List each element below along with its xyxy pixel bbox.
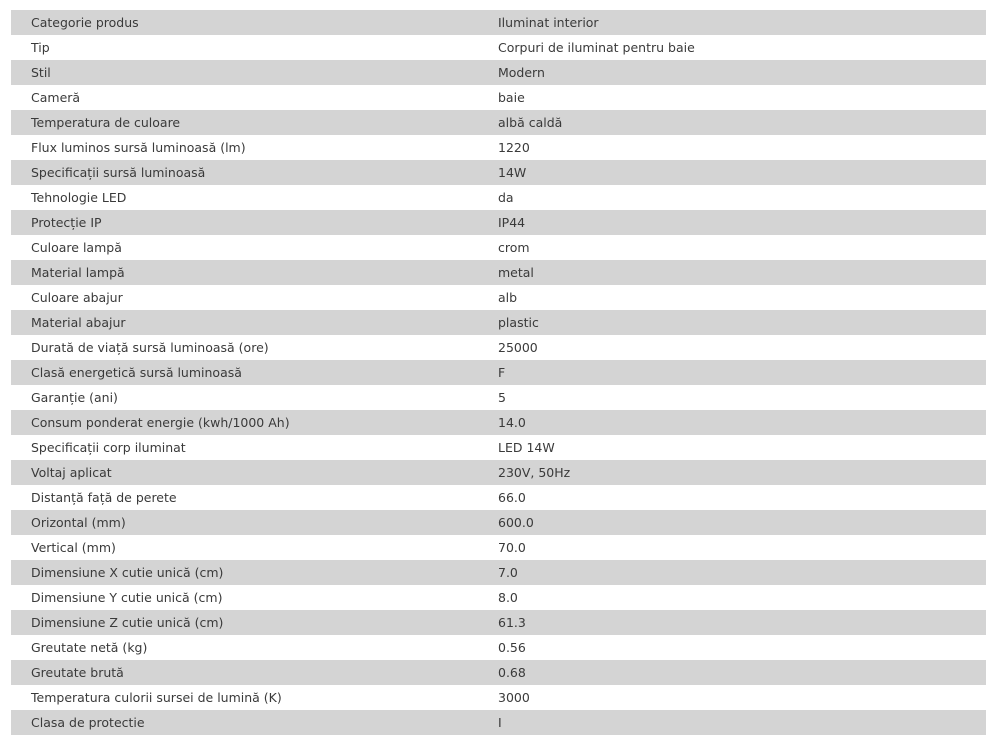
spec-value: 7.0 — [498, 560, 986, 585]
spec-value: 0.56 — [498, 635, 986, 660]
spec-label: Clasă energetică sursă luminoasă — [11, 360, 498, 385]
table-row — [11, 260, 986, 285]
spec-label: Clasa de protectie — [11, 710, 498, 735]
spec-label: Material lampă — [11, 260, 498, 285]
spec-value: 1220 — [498, 135, 986, 160]
spec-label: Temperatura culorii sursei de lumină (K) — [11, 685, 498, 710]
spec-value: I — [498, 710, 986, 735]
spec-value: 25000 — [498, 335, 986, 360]
spec-value: alb — [498, 285, 986, 310]
specifications-table — [11, 10, 986, 735]
spec-value: baie — [498, 85, 986, 110]
spec-value: F — [498, 360, 986, 385]
spec-label: Temperatura de culoare — [11, 110, 498, 135]
spec-value: 14W — [498, 160, 986, 185]
spec-label: Tehnologie LED — [11, 185, 498, 210]
table-row — [11, 35, 986, 60]
spec-label: Consum ponderat energie (kwh/1000 Ah) — [11, 410, 498, 435]
spec-value: Corpuri de iluminat pentru baie — [498, 35, 986, 60]
spec-value: plastic — [498, 310, 986, 335]
spec-value: 230V, 50Hz — [498, 460, 986, 485]
table-row — [11, 110, 986, 135]
table-row — [11, 585, 986, 610]
spec-value: 14.0 — [498, 410, 986, 435]
table-row — [11, 560, 986, 585]
spec-label: Specificații sursă luminoasă — [11, 160, 498, 185]
spec-value: da — [498, 185, 986, 210]
table-row — [11, 610, 986, 635]
table-row — [11, 710, 986, 735]
spec-label: Greutate netă (kg) — [11, 635, 498, 660]
spec-value: crom — [498, 235, 986, 260]
spec-label: Vertical (mm) — [11, 535, 498, 560]
table-row — [11, 485, 986, 510]
spec-label: Protecție IP — [11, 210, 498, 235]
product-specifications — [11, 10, 986, 735]
spec-label: Dimensiune X cutie unică (cm) — [11, 560, 498, 585]
spec-label: Orizontal (mm) — [11, 510, 498, 535]
spec-label: Flux luminos sursă luminoasă (lm) — [11, 135, 498, 160]
table-row — [11, 235, 986, 260]
spec-label: Dimensiune Z cutie unică (cm) — [11, 610, 498, 635]
table-row — [11, 435, 986, 460]
spec-label: Material abajur — [11, 310, 498, 335]
table-row — [11, 360, 986, 385]
table-row — [11, 460, 986, 485]
table-row — [11, 510, 986, 535]
spec-label: Stil — [11, 60, 498, 85]
spec-value: Iluminat interior — [498, 10, 986, 35]
table-row — [11, 160, 986, 185]
table-row — [11, 135, 986, 160]
spec-value: 0.68 — [498, 660, 986, 685]
spec-label: Dimensiune Y cutie unică (cm) — [11, 585, 498, 610]
spec-label: Distanță față de perete — [11, 485, 498, 510]
spec-value: metal — [498, 260, 986, 285]
spec-label: Greutate brută — [11, 660, 498, 685]
spec-value: 3000 — [498, 685, 986, 710]
spec-label: Categorie produs — [11, 10, 498, 35]
spec-value: Modern — [498, 60, 986, 85]
table-row — [11, 635, 986, 660]
table-row — [11, 685, 986, 710]
spec-value: LED 14W — [498, 435, 986, 460]
spec-label: Durată de viață sursă luminoasă (ore) — [11, 335, 498, 360]
spec-value: IP44 — [498, 210, 986, 235]
table-row — [11, 335, 986, 360]
spec-value: 70.0 — [498, 535, 986, 560]
table-row — [11, 60, 986, 85]
spec-value: albă caldă — [498, 110, 986, 135]
spec-value: 61.3 — [498, 610, 986, 635]
spec-value: 5 — [498, 385, 986, 410]
specifications-table-body — [11, 10, 986, 735]
spec-label: Voltaj aplicat — [11, 460, 498, 485]
table-row — [11, 310, 986, 335]
spec-value: 600.0 — [498, 510, 986, 535]
spec-label: Culoare lampă — [11, 235, 498, 260]
table-row — [11, 385, 986, 410]
table-row — [11, 410, 986, 435]
table-row — [11, 285, 986, 310]
spec-label: Culoare abajur — [11, 285, 498, 310]
spec-label: Garanție (ani) — [11, 385, 498, 410]
table-row — [11, 210, 986, 235]
table-row — [11, 660, 986, 685]
table-row — [11, 10, 986, 35]
table-row — [11, 535, 986, 560]
spec-label: Specificații corp iluminat — [11, 435, 498, 460]
spec-label: Tip — [11, 35, 498, 60]
table-row — [11, 185, 986, 210]
spec-value: 66.0 — [498, 485, 986, 510]
table-row — [11, 85, 986, 110]
spec-label: Cameră — [11, 85, 498, 110]
spec-value: 8.0 — [498, 585, 986, 610]
